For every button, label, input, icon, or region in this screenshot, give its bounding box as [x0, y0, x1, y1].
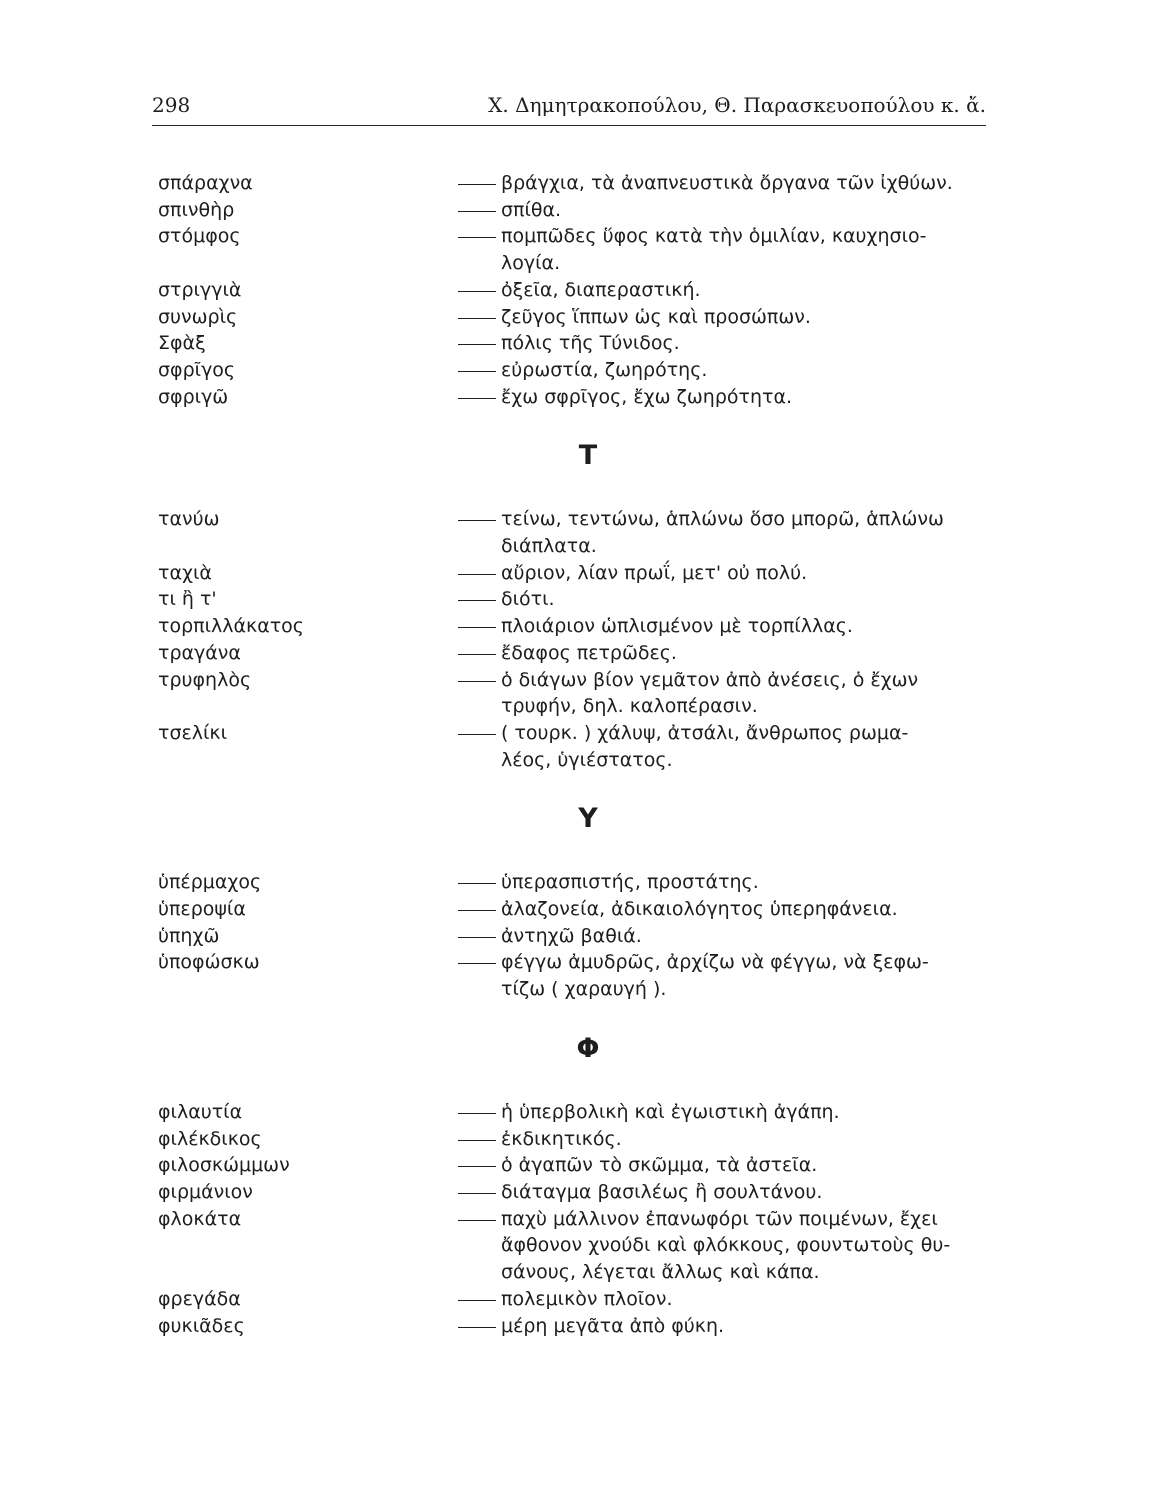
glossary-entry [158, 223, 1006, 276]
entry-dash [458, 223, 501, 276]
entry-definition: ἔδαφος πετρῶδες. [501, 641, 677, 664]
glossary-entry [158, 923, 1006, 950]
entry-definition: πολεμικὸν πλοῖον. [501, 1287, 673, 1310]
running-title: Χ. Δημητρακοπούλου, Θ. Παρασκευοπούλου κ. ἄ. [488, 93, 986, 117]
entry-term: τι ἢ τ' [158, 588, 217, 611]
entry-definition: παχὺ μάλλινον ἐπανωφόρι τῶν ποιμένων, ἔχει ἄφθονον χνούδι καὶ φλόκκους, φουντωτοὺς θυ- σάνους, λέγεται ἄλλως καὶ κάπα. [501, 1207, 951, 1284]
entry-term: σπάραχνα [158, 172, 253, 194]
glossary-entry [158, 586, 1006, 613]
entry-term: στριγγιὰ [158, 278, 242, 301]
entry-dash [458, 613, 501, 640]
glossary-entry [158, 357, 1006, 384]
entry-dash [458, 506, 501, 559]
glossary-entry [158, 506, 1006, 559]
entry-dash [458, 1313, 501, 1340]
entry-term: φιλοσκώμμων [158, 1154, 290, 1177]
glossary-entry [158, 384, 1006, 411]
entry-definition: βράγχια, τὰ ἀναπνευστικὰ ὄργανα τῶν ἰχθύων. [501, 172, 953, 194]
entry-definition: πλοιάριον ὡπλισμένον μὲ τορπίλλας. [501, 615, 853, 638]
entry-definition: ὑπερασπιστής, προστάτης. [501, 871, 759, 894]
entry-dash [458, 357, 501, 384]
glossary-entry [158, 1152, 1006, 1179]
glossary-entry [158, 197, 1006, 224]
glossary-entry [158, 1206, 1006, 1286]
entry-definition: ὁ διάγων βίον γεμᾶτον ἀπὸ ἀνέσεις, ὁ ἔχων τρυφήν, δηλ. καλοπέρασιν. [501, 668, 919, 718]
glossary-entry [158, 1179, 1006, 1206]
glossary-entry [158, 896, 1006, 923]
entry-term: σφρῖγος [158, 358, 236, 381]
entry-term: σπινθὴρ [158, 198, 235, 221]
entry-dash [458, 1126, 501, 1153]
entry-definition: εὐρωστία, ζωηρότης. [501, 358, 708, 381]
page-number: 298 [152, 93, 191, 117]
glossary-entry [158, 613, 1006, 640]
entry-definition: μέρη μεγᾶτα ἀπὸ φύκη. [501, 1314, 725, 1337]
entry-term: φλοκάτα [158, 1207, 242, 1230]
entry-definition: φέγγω ἀμυδρῶς, ἀρχίζω νὰ φέγγω, νὰ ξεφω- τίζω ( χαραυγή ). [501, 951, 929, 1001]
entry-term: ὑπηχῶ [158, 924, 220, 947]
entry-term: τραγάνα [158, 641, 241, 664]
entry-term: φιρμάνιον [158, 1180, 253, 1203]
glossary [158, 170, 1006, 1363]
entry-definition: ἀντηχῶ βαθιά. [501, 924, 642, 947]
entry-dash [458, 667, 501, 720]
entry-term: ὑποφώσκω [158, 951, 260, 974]
glossary-section [158, 1029, 1006, 1339]
page-header [152, 93, 986, 126]
entry-dash [458, 304, 501, 331]
entry-term: τσελίκι [158, 721, 228, 744]
entry-dash [458, 1152, 501, 1179]
entry-definition: ἐκδικητικός. [501, 1127, 622, 1150]
entry-definition: ζεῦγος ἵππων ὡς καὶ προσώπων. [501, 305, 811, 328]
section-letter-heading: Υ [578, 803, 598, 835]
entry-dash [458, 197, 501, 224]
entry-term: φιλαυτία [158, 1100, 243, 1123]
entry-definition: διάταγμα βασιλέως ἢ σουλτάνου. [501, 1180, 823, 1203]
section-letter-heading: Φ [576, 1032, 600, 1064]
glossary-entry [158, 1286, 1006, 1313]
glossary-entry [158, 1126, 1006, 1153]
entry-definition: ὀξεῖα, διαπεραστική. [501, 278, 701, 301]
glossary-section [158, 170, 1006, 410]
entry-term: στόμφος [158, 225, 241, 248]
entry-definition: ἡ ὑπερβολικὴ καὶ ἐγωιστικὴ ἀγάπη. [501, 1100, 840, 1123]
section-letter-heading: Τ [578, 440, 598, 472]
entry-definition: ἔχω σφρῖγος, ἔχω ζωηρότητα. [501, 385, 793, 408]
entry-definition: σπίθα. [501, 198, 562, 221]
entry-dash [458, 1099, 501, 1126]
entry-definition: πομπῶδες ὕφος κατὰ τὴν ὁμιλίαν, καυχησιο- λογία. [501, 225, 927, 275]
entry-term: ταχιὰ [158, 561, 212, 584]
glossary-entry [158, 330, 1006, 357]
glossary-entry [158, 304, 1006, 331]
entry-term: φρεγάδα [158, 1287, 241, 1310]
entry-dash [458, 923, 501, 950]
entry-definition: ἀλαζονεία, ἀδικαιολόγητος ὑπερηφάνεια. [501, 898, 898, 921]
entry-dash [458, 720, 501, 773]
entry-term: ὑπέρμαχος [158, 871, 262, 894]
glossary-section [158, 436, 1006, 773]
entry-definition: αὔριον, λίαν πρωΐ, μετ' οὐ πολύ. [501, 561, 808, 584]
entry-dash [458, 1179, 501, 1206]
entry-definition: τείνω, τεντώνω, ἁπλώνω ὅσο μπορῶ, ἁπλώνω διάπλατα. [501, 508, 944, 558]
entry-term: συνωρὶς [158, 305, 238, 328]
entry-term: ὑπεροψία [158, 898, 246, 921]
entry-term: τανύω [158, 508, 220, 531]
entry-dash [458, 896, 501, 923]
glossary-entry [158, 1313, 1006, 1340]
glossary-entry [158, 170, 1006, 197]
entry-dash [458, 330, 501, 357]
glossary-entry [158, 949, 1006, 1002]
entry-definition: ( τουρκ. ) χάλυψ, ἀτσάλι, ἄνθρωπος ρωμα- λέος, ὑγιέστατος. [501, 721, 909, 771]
entry-dash [458, 384, 501, 411]
glossary-entry [158, 869, 1006, 896]
entry-dash [458, 277, 501, 304]
glossary-section [158, 799, 1006, 1003]
entry-dash [458, 1286, 501, 1313]
entry-dash [458, 586, 501, 613]
glossary-entry [158, 1099, 1006, 1126]
entry-term: σφριγῶ [158, 385, 229, 408]
entry-dash [458, 560, 501, 587]
entry-term: φυκιᾶδες [158, 1314, 245, 1337]
glossary-entry [158, 667, 1006, 720]
glossary-entry [158, 560, 1006, 587]
glossary-entry [158, 720, 1006, 773]
glossary-entry [158, 277, 1006, 304]
entry-definition: πόλις τῆς Τύνιδος. [501, 332, 680, 355]
entry-term: τρυφηλὸς [158, 668, 252, 691]
entry-dash [458, 949, 501, 1002]
entry-term: Σφὰξ [158, 332, 206, 355]
entry-definition: ὁ ἀγαπῶν τὸ σκῶμμα, τὰ ἀστεῖα. [501, 1154, 818, 1177]
entry-term: τορπιλλάκατος [158, 615, 304, 638]
glossary-entry [158, 640, 1006, 667]
entry-dash [458, 640, 501, 667]
entry-dash [458, 869, 501, 896]
entry-definition: διότι. [501, 588, 555, 611]
entry-dash [458, 170, 501, 197]
entry-term: φιλέκδικος [158, 1127, 262, 1150]
entry-dash [458, 1206, 501, 1286]
